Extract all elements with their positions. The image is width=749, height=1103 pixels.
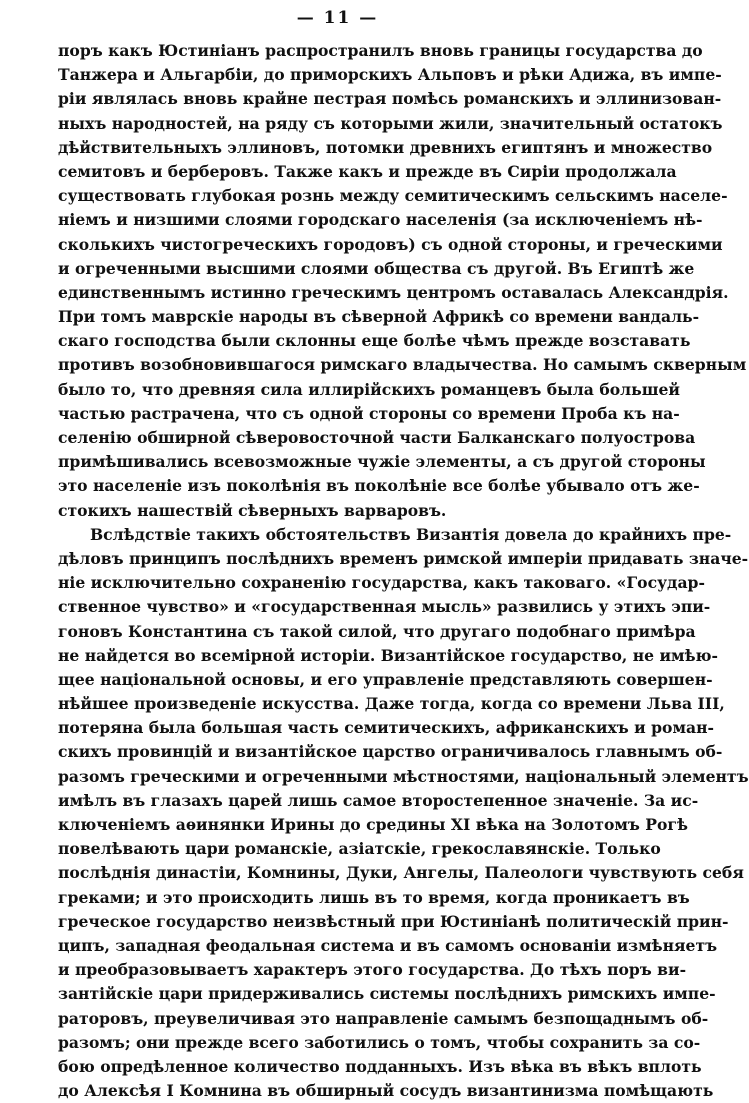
body-text	[58, 39, 749, 1103]
text-line: ріи являлась вновь крайне пестрая помѣсь романскихъ и эллинизован-	[58, 89, 722, 109]
text-line: скаго господства были склонны еще болѣе чѣмъ прежде возставать	[58, 331, 691, 351]
text-line: было то, что древняя сила иллирійскихъ романцевъ была большей	[58, 379, 680, 399]
text-line: единственнымъ истинно греческимъ центромъ оставалась Александрія.	[58, 282, 729, 302]
text-line: скихъ провинцій и византійское царство ограничивалось главнымъ об-	[58, 742, 723, 762]
text-line: имѣлъ въ глазахъ царей лишь самое второстепенное значеніе. За ис-	[58, 790, 699, 810]
text-line: примѣшивались всевозможные чужіе элементы, а съ другой стороны	[58, 452, 706, 472]
text-line: зантійскіе цари придерживались системы послѣднихъ римскихъ импе-	[58, 984, 716, 1004]
text-line: гоновъ Константина съ такой силой, что другаго подобнаго примѣра	[58, 621, 696, 641]
text-line: ственное чувство» и «государственная мысль» развились у этихъ эпи-	[58, 597, 711, 617]
text-line: раторовъ, преувеличивая это направленіе самымъ безпощаднымъ об-	[58, 1008, 709, 1028]
text-line: греческое государство неизвѣстный при Юстиніанѣ политическій прин-	[58, 911, 729, 931]
text-line: и огреченными высшими слоями общества съ другой. Въ Египтѣ же	[58, 258, 695, 278]
text-line: семитовъ и берберовъ. Также какъ и прежде въ Сиріи продолжала	[58, 161, 677, 181]
text-line: дѣйствительныхъ эллиновъ, потомки древнихъ египтянъ и множество	[58, 137, 713, 157]
text-line: это населеніе изъ поколѣнія въ поколѣніе все болѣе убывало отъ же-	[58, 476, 700, 496]
paragraph-first-line: Вслѣдствіе такихъ обстоятельствъ Византія довела до крайнихъ пре-	[90, 524, 732, 544]
text-line: существовать глубокая рознь между семитическимъ сельскимъ населе-	[58, 186, 728, 206]
text-line: противъ возобновившагося римскаго владычества. Но самымъ скверным	[58, 355, 747, 375]
page-number: — 11 —	[296, 8, 379, 28]
text-line: разомъ греческими и огреченными мѣстностями, національный элементъ	[58, 766, 749, 786]
text-line: При томъ маврскіе народы въ сѣверной Африкѣ со времени вандаль-	[58, 307, 700, 327]
text-line: до Алексѣя I Комнина въ обширный сосудъ византинизма помѣщають	[58, 1081, 714, 1101]
text-line: сколькихъ чистогреческихъ городовъ) съ одной стороны, и греческими	[58, 234, 723, 254]
text-line: бою опредѣленное количество подданныхъ. Изъ вѣка въ вѣкъ вплоть	[58, 1056, 702, 1076]
text-line: частью растрачена, что съ одной стороны со времени Проба къ на-	[58, 403, 680, 423]
text-line: поръ какъ Юстиніанъ распространилъ вновь границы государства до	[58, 41, 703, 60]
text-line: ныхъ народностей, на ряду съ которыми жили, значительный остатокъ	[58, 113, 723, 133]
text-line: ципъ, западная феодальная система и въ самомъ основаніи измѣняетъ	[58, 935, 718, 955]
text-line: потеряна была большая часть семитическихъ, африканскихъ и роман-	[58, 718, 714, 738]
text-line: послѣднія династіи, Комнины, Дуки, Ангелы, Палеологи чувствують себя	[58, 863, 744, 883]
text-line: и преобразовываетъ характеръ этого государства. До тѣхъ поръ ви-	[58, 960, 687, 980]
text-line: нѣйшее произведеніе искусства. Даже тогда, когда со времени Льва III,	[58, 694, 725, 714]
text-line: щее національной основы, и его управленіе представляють совершен-	[58, 669, 713, 689]
text-line: не найдется во всемірной исторіи. Византійское государство, не имѣю-	[58, 645, 719, 665]
text-line: ключеніемъ аѳинянки Ирины до средины XI вѣка на Золотомъ Рогѣ	[58, 815, 688, 834]
text-line: разомъ; они прежде всего заботились о томъ, чтобы сохранить за со-	[58, 1032, 701, 1052]
text-line: Танжера и Альгарбіи, до приморскихъ Альповъ и рѣки Адижа, въ импе-	[58, 65, 722, 85]
text-line: греками; и это происходить лишь въ то время, когда проникаетъ въ	[58, 887, 690, 907]
paragraph-end-line: стокихъ нашествій сѣверныхъ варваровъ.	[58, 500, 447, 520]
text-line: ніемъ и низшими слоями городскаго населенія (за исключеніемъ нѣ-	[58, 210, 703, 230]
text-line: ніе исключительно сохраненію государства, какъ таковаго. «Государ-	[58, 573, 705, 593]
text-line: дѣловъ принципъ послѣднихъ временъ римской имперіи придавать значе-	[58, 548, 749, 568]
text-line: селенію обширной сѣверовосточной части Балканскаго полуострова	[58, 428, 696, 447]
text-line: повелѣвають цари романскіе, азіатскіе, грекославянскіе. Только	[58, 839, 661, 859]
